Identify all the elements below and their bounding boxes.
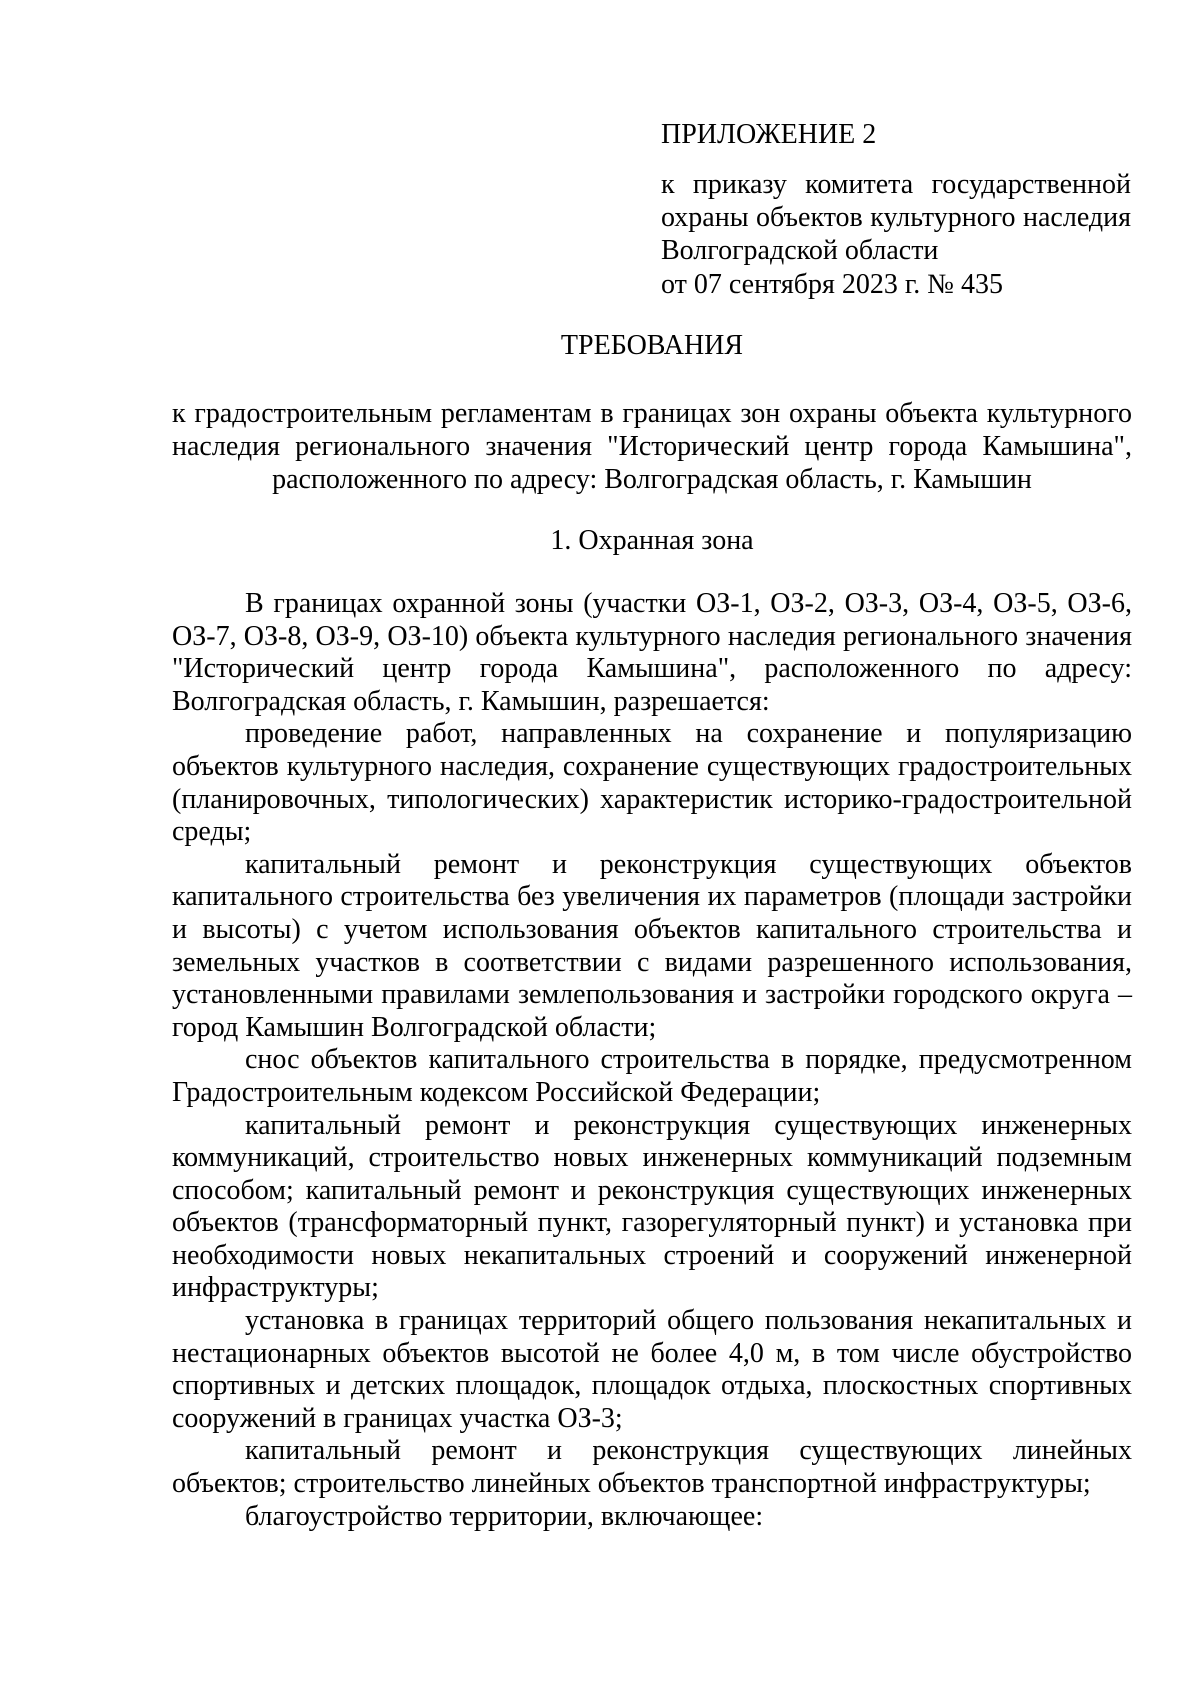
paragraph: снос объектов капитального строительства в порядке, предусмотренном Градостроительным кодексом Российской Федерации; [172,1044,1132,1108]
paragraph: благоустройство территории, включающее: [245,1500,764,1532]
document-title: ТРЕБОВАНИЯ [560,330,744,361]
document-body [172,588,1132,1533]
paragraph: капитальный ремонт и реконструкция существующих объектов капитального строительства без увеличения их параметров (площади застройки и высоты) с учетом использования объектов капитального строительства и земельных участков в соответствии с видами разрешенного использования, установленными правилами землепользования и застройки городского округа – город Камышин Волгоградской области; [172,848,1132,1043]
document-subtitle-line: к градостроительным регламентам в границах зон охраны объекта культурного [172,398,1132,429]
paragraph: капитальный ремонт и реконструкция существующих инженерных коммуникаций, строительство новых инженерных коммуникаций подземным способом; капитальный ремонт и реконструкция существующих инженерных объектов (трансформаторный пункт, газорегуляторный пункт) и установка при необходимости новых некапитальных строений и сооружений инженерной инфраструктуры; [172,1109,1132,1304]
document-subtitle-line: наследия регионального значения "Исторический центр города Камышина", [172,431,1132,462]
appendix-date: от 07 сентября 2023 г. № 435 [661,269,1003,300]
paragraph: проведение работ, направленных на сохранение и популяризацию объектов культурного наследия, сохранение существующих градостроительных (планировочных, типологических) характеристик историко-градостроительной среды; [172,718,1132,848]
appendix-subtitle: к приказу комитета государственной охраны объектов культурного наследия Волгоградской области [661,169,1131,266]
section-heading: 1. Охранная зона [550,525,754,556]
paragraph: В границах охранной зоны (участки ОЗ-1, ОЗ-2, ОЗ-3, ОЗ-4, ОЗ-5, ОЗ-6, ОЗ-7, ОЗ-8, ОЗ-9, ОЗ-10) объекта культурного наследия регионального значения "Исторический центр города Камышина", расположенного по адресу: Волгоградская область, г. Камышин, разрешается: [172,588,1132,717]
paragraph: капитальный ремонт и реконструкция существующих линейных объектов; строительство линейных объектов транспортной инфраструктуры; [172,1435,1132,1500]
document-subtitle-line: расположенного по адресу: Волгоградская область, г. Камышин [272,464,1032,495]
appendix-title: ПРИЛОЖЕНИЕ 2 [661,119,877,150]
paragraph: установка в границах территорий общего пользования некапитальных и нестационарных объектов высотой не более 4,0 м, в том числе обустройство спортивных и детских площадок, площадок отдыха, плоскостных спортивных сооружений в границах участка ОЗ-3; [172,1305,1132,1434]
